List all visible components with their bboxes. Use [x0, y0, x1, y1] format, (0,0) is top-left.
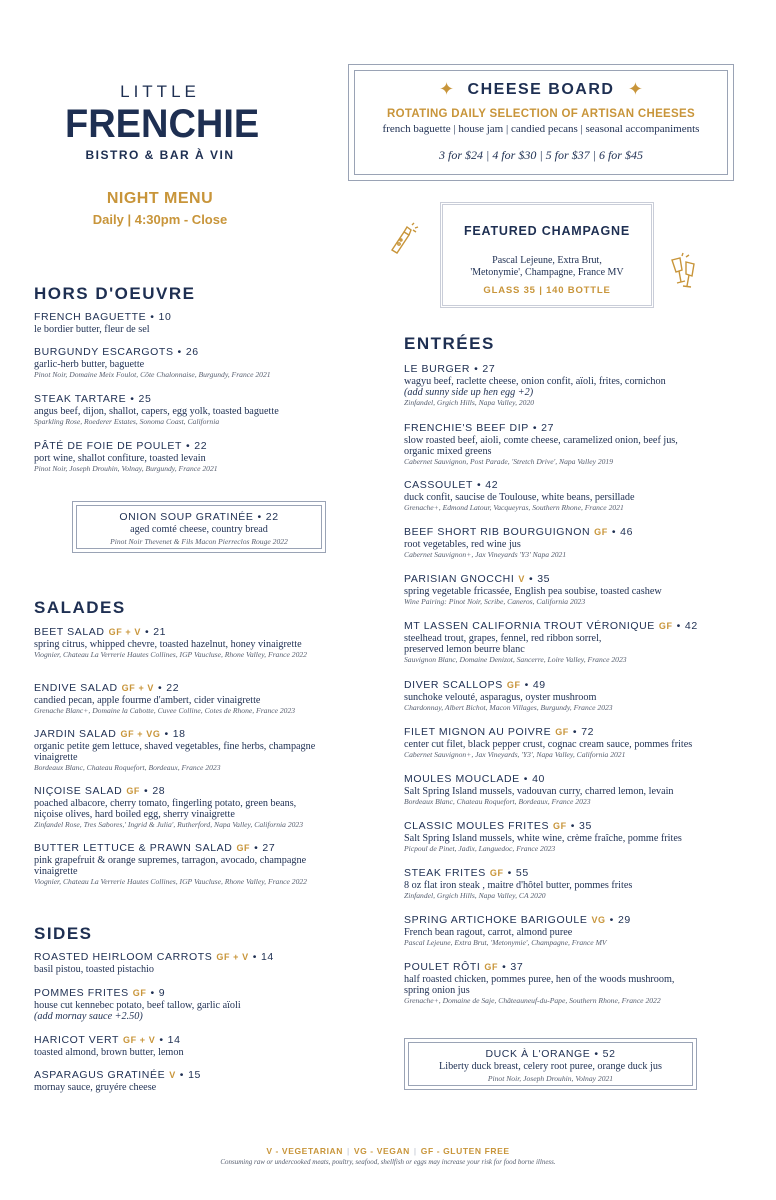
dietary-legend — [0, 1146, 776, 1156]
menu-item-title — [34, 682, 379, 695]
featured-champagne-box — [440, 202, 654, 308]
bullet-separator: • — [676, 620, 681, 632]
wine-pairing: Bordeaux Blanc, Chateau Roquefort, Bordeaux, France 2023 — [34, 763, 221, 772]
bullet-separator: • — [502, 961, 507, 973]
menu-item-title — [34, 440, 379, 453]
menu-item — [34, 842, 379, 887]
night-menu-hours: Daily | 4:30pm - Close — [92, 212, 228, 227]
dietary-tag: GF — [658, 621, 673, 631]
menu-item-title — [34, 346, 379, 359]
onion-soup-name-line: ONION SOUP GRATINÉE • 22 — [119, 511, 279, 523]
bullet-separator: • — [144, 626, 150, 638]
menu-item-title — [404, 820, 744, 833]
menu-item-price: 40 — [532, 773, 545, 785]
dietary-tag: GF + V — [123, 1035, 156, 1045]
menu-item — [404, 526, 744, 560]
menu-footer — [0, 1146, 776, 1166]
menu-item-description: basil pistou, toasted pistachio — [34, 964, 154, 975]
menu-item-price: 27 — [541, 422, 555, 434]
bullet-separator: • — [179, 1069, 185, 1081]
wine-pairing: Pinot Noir, Joseph Drouhin, Volnay, Burgundy, France 2021 — [34, 464, 218, 473]
menu-item-price: 42 — [684, 620, 698, 632]
menu-item-description: toasted almond, brown butter, lemon — [34, 1047, 184, 1058]
duck-name-line: DUCK À L'ORANGE • 52 — [485, 1048, 616, 1060]
menu-item-title — [404, 914, 744, 927]
menu-item-price: 37 — [510, 961, 524, 973]
bullet-separator: • — [150, 311, 155, 323]
menu-item — [404, 422, 744, 467]
menu-item-title — [34, 785, 379, 798]
onion-soup-name: ONION SOUP GRATINÉE — [119, 511, 254, 523]
bullet-separator: • — [150, 987, 155, 999]
menu-item-price: 25 — [138, 393, 152, 405]
menu-item-description: duck confit, saucise de Toulouse, white beans, persillade — [404, 492, 635, 503]
menu-item-name: DIVER SCALLOPS — [404, 679, 503, 691]
menu-item-description: wagyu beef, raclette cheese, onion confit, aïoli, frites, cornichon — [404, 376, 666, 387]
menu-item-price: 21 — [153, 626, 167, 638]
bullet-separator: • — [528, 573, 534, 585]
legend-vegetarian: V - VEGETARIAN — [266, 1146, 344, 1156]
menu-item-description: vinaigrette — [34, 752, 78, 763]
menu-item — [34, 1034, 379, 1058]
menu-item-description: sunchoke velouté, asparagus, oyster mushroom — [404, 692, 597, 703]
menu-item-description: house cut kennebec potato, beef tallow, garlic aïoli — [34, 1000, 241, 1011]
dietary-tag: GF — [132, 988, 147, 998]
menu-item-title — [404, 867, 744, 880]
menu-item-name: SPRING ARTICHOKE BARIGOULE — [404, 914, 588, 926]
bullet-separator: • — [130, 393, 135, 405]
menu-item — [404, 867, 744, 901]
menu-item-description: Salt Spring Island mussels, vadouvan curry, charred lemon, levain — [404, 786, 674, 797]
dietary-tag: GF + VG — [120, 729, 161, 739]
menu-item-name: PARISIAN GNOCCHI — [404, 573, 515, 585]
menu-item-name: FRENCH BAGUETTE — [34, 311, 147, 323]
champagne-price: GLASS 35 | 140 BOTTLE — [483, 285, 611, 296]
menu-item-title — [404, 422, 744, 435]
menu-item-description: Salt Spring Island mussels, white wine, crème fraîche, pomme frites — [404, 833, 682, 844]
menu-item-price: 22 — [194, 440, 208, 452]
menu-item-description: organic mixed greens — [404, 446, 492, 457]
menu-item-price: 18 — [172, 728, 186, 740]
menu-item-title — [34, 842, 379, 855]
menu-item-title — [404, 526, 744, 539]
menu-item-description: center cut filet, black pepper crust, cognac cream sauce, pommes frites — [404, 739, 693, 750]
dietary-tag: GF — [553, 821, 567, 831]
dietary-tag: V — [518, 574, 525, 584]
menu-item-description: 8 oz flat iron steak , maitre d'hôtel butter, pommes frites — [404, 880, 633, 891]
wine-pairing: Picpoul de Pinet, Jadix, Languedoc, France 2023 — [404, 844, 556, 853]
section-sides: SIDES — [34, 924, 93, 943]
menu-item-note: (add mornay sauce +2.50) — [34, 1011, 143, 1022]
champagne-glasses-icon — [666, 252, 704, 292]
menu-item-name: BEET SALAD — [34, 626, 105, 638]
menu-item-price: 15 — [188, 1069, 201, 1081]
menu-item — [404, 363, 744, 408]
bullet-separator: • — [158, 682, 163, 694]
logo-subtitle: BISTRO & BAR À VIN — [85, 148, 235, 162]
menu-item-title — [34, 951, 379, 964]
menu-item-name: PÂTÉ DE FOIE DE POULET — [34, 440, 182, 452]
menu-item-description: le bordier butter, fleur de sel — [34, 324, 150, 335]
wine-pairing: Zinfandel, Grgich Hills, Napa Valley, CA 2020 — [404, 891, 546, 900]
sparkle-right-icon: ✦ — [627, 79, 643, 99]
menu-item — [34, 951, 379, 975]
menu-item-title — [34, 626, 379, 639]
menu-item-name: POMMES FRITES — [34, 987, 129, 999]
menu-item-name: BURGUNDY ESCARGOTS — [34, 346, 174, 358]
bullet-separator: • — [570, 820, 576, 832]
menu-item-name: FILET MIGNON AU POIVRE — [404, 726, 552, 738]
section-hors-doeuvre: HORS D'OEUVRE — [34, 284, 196, 303]
duck-description: Liberty duck breast, celery root puree, orange duck jus — [439, 1061, 662, 1072]
wine-pairing: Cabernet Sauvignon+, Jax Vineyards, 'Y3', Napa Valley, California 2021 — [404, 750, 626, 759]
menu-item-title — [404, 363, 744, 376]
menu-item-description: port wine, shallot confiture, toasted levain — [34, 453, 206, 464]
menu-item-description: steelhead trout, grapes, fennel, red ribbon sorrel, — [404, 633, 602, 644]
sparkle-left-icon: ✦ — [439, 79, 455, 99]
wine-pairing: Viognier, Chateau La Verrerie Hautes Collines, IGP Vaucluse, Rhone Valley, France 2022 — [34, 877, 307, 886]
menu-item-title — [404, 961, 744, 974]
logo-name: FRENCHIE — [65, 102, 260, 146]
menu-item — [404, 679, 744, 713]
menu-item — [404, 620, 744, 665]
menu-item-name: MT LASSEN CALIFORNIA TROUT VÉRONIQUE — [404, 620, 655, 632]
dietary-tag: GF — [484, 962, 499, 972]
bullet-separator: • — [477, 479, 482, 491]
menu-item-description: niçoise olives, hard boiled egg, sherry vinaigrette — [34, 809, 235, 820]
wine-pairing: Grenache+, Edmond Latour, Vacqueyras, Southern Rhone, France 2021 — [404, 503, 624, 512]
night-menu-header — [60, 190, 260, 227]
bullet-separator: • — [252, 951, 257, 963]
wine-pairing: Cabernet Sauvignon, Post Parade, 'Stretch Drive', Napa Valley 2019 — [404, 457, 614, 466]
menu-item-title — [34, 393, 379, 406]
dietary-tag: GF + V — [121, 683, 155, 693]
wine-pairing: Bordeaux Blanc, Chateau Roquefort, Bordeaux, France 2023 — [404, 797, 591, 806]
menu-item — [404, 479, 744, 513]
legend-gluten-free: GF - GLUTEN FREE — [420, 1146, 510, 1156]
menu-item — [34, 393, 379, 427]
menu-item — [34, 440, 379, 474]
menu-item — [404, 914, 744, 948]
duck-name: DUCK À L'ORANGE — [485, 1048, 591, 1060]
onion-soup-description: aged comté cheese, country bread — [130, 524, 268, 535]
onion-soup-wine: Pinot Noir Thevenet & Fils Macon Pierreclos Rouge 2022 — [110, 537, 288, 546]
bullet-separator: • — [507, 867, 512, 879]
menu-item-price: 22 — [166, 682, 180, 694]
menu-item-price: 26 — [185, 346, 199, 358]
menu-item-name: ROASTED HEIRLOOM CARROTS — [34, 951, 213, 963]
cheese-board-title: CHEESE BOARD — [467, 81, 615, 98]
menu-item-price: 27 — [262, 842, 276, 854]
wine-pairing: Zinfandel Rose, Tres Sabores,' Ingrid & Julia', Rutherford, Napa Valley, California 2023 — [34, 820, 304, 829]
menu-item-name: POULET RÔTI — [404, 961, 481, 973]
menu-item — [34, 785, 379, 830]
menu-item-price: 10 — [158, 311, 172, 323]
menu-item-price: 72 — [581, 726, 595, 738]
logo-little: LITTLE — [120, 82, 200, 101]
menu-item-description: garlic-herb butter, baguette — [34, 359, 145, 370]
cheese-board-box — [348, 64, 734, 181]
menu-item — [404, 573, 744, 607]
bullet-separator: • — [523, 773, 529, 785]
menu-item-price: 28 — [152, 785, 166, 797]
dietary-tag: GF — [126, 786, 141, 796]
menu-item — [34, 311, 379, 335]
duck-box — [404, 1038, 697, 1090]
bullet-separator: • — [609, 914, 614, 926]
menu-item — [34, 626, 379, 660]
bullet-separator: • — [532, 422, 538, 434]
wine-pairing: Grenache+, Domaine de Saje, Châteauneuf-du-Pape, Southern Rhone, France 2022 — [404, 996, 661, 1005]
bullet-separator: • — [164, 728, 169, 740]
restaurant-logo — [60, 82, 260, 162]
menu-item-name: BUTTER LETTUCE & PRAWN SALAD — [34, 842, 233, 854]
champagne-line-2: 'Metonymie', Champagne, France MV — [470, 267, 624, 278]
menu-item-name: CASSOULET — [404, 479, 473, 491]
night-menu-title: NIGHT MENU — [106, 190, 214, 207]
menu-item-description: spring onion jus — [404, 985, 470, 996]
menu-item-description: root vegetables, red wine jus — [404, 539, 521, 550]
champagne-title: FEATURED CHAMPAGNE — [463, 224, 631, 238]
menu-item-name: MOULES MOUCLADE — [404, 773, 520, 785]
wine-pairing: Cabernet Sauvignon+, Jax Vineyards 'Y3' Napa 2021 — [404, 550, 567, 559]
menu-item-description: mornay sauce, gruyére cheese — [34, 1082, 157, 1093]
duck-wine: Pinot Noir, Joseph Drouhin, Volnay 2021 — [487, 1074, 614, 1083]
champagne-description — [443, 255, 651, 279]
menu-item-price: 42 — [485, 479, 499, 491]
wine-pairing: Sauvignon Blanc, Domaine Denizot, Sancerre, Loire Valley, France 2023 — [404, 655, 627, 664]
menu-item-name: FRENCHIE'S BEEF DIP — [404, 422, 529, 434]
wine-pairing: Wine Pairing: Pinot Noir, Scribe, Caneros, California 2023 — [404, 597, 586, 606]
menu-item — [404, 961, 744, 1006]
menu-item-price: 55 — [515, 867, 529, 879]
wine-pairing: Viognier, Chateau La Verrerie Hautes Collines, IGP Vaucluse, Rhone Valley, France 2022 — [34, 650, 307, 659]
bullet-separator: • — [144, 785, 149, 797]
menu-item-note: (add sunny side up hen egg +2) — [404, 387, 534, 398]
bullet-separator: • — [474, 363, 479, 375]
duck-price: 52 — [602, 1048, 616, 1060]
dietary-tag: GF — [506, 680, 521, 690]
wine-pairing: Pinot Noir, Domaine Meix Foulot, Côte Chalonnaise, Burgundy, France 2021 — [34, 370, 271, 379]
dietary-tag: V — [169, 1070, 176, 1080]
bullet-separator: • — [159, 1034, 164, 1046]
menu-item-name: JARDIN SALAD — [34, 728, 117, 740]
menu-item-title — [34, 311, 379, 324]
menu-item — [34, 346, 379, 380]
bullet-separator: • — [185, 440, 191, 452]
menu-item-description: pink grapefruit & orange supremes, tarragon, avocado, champagne — [34, 855, 307, 866]
menu-item-price: 27 — [482, 363, 496, 375]
section-salades: SALADES — [34, 598, 126, 617]
menu-item-description: spring vegetable fricassée, English pea soubise, toasted cashew — [404, 586, 662, 597]
menu-item-price: 9 — [158, 987, 166, 999]
wine-pairing: Grenache Blanc+, Domaine la Cabotte, Cuvee Colline, Cotes de Rhone, France 2023 — [34, 706, 296, 715]
menu-item-title — [404, 479, 744, 492]
menu-item — [404, 820, 744, 854]
menu-item-name: LE BURGER — [404, 363, 471, 375]
menu-item — [34, 728, 379, 773]
wine-pairing: Sparkling Rose, Roederer Estates, Sonoma Coast, California — [34, 417, 220, 426]
menu-item-description: half roasted chicken, pommes puree, hen of the woods mushroom, — [404, 974, 675, 985]
menu-item-price: 49 — [532, 679, 546, 691]
wine-pairing: Zinfandel, Grgich Hills, Napa Valley, 2020 — [404, 398, 535, 407]
bullet-separator: • — [572, 726, 578, 738]
menu-item-description: organic petite gem lettuce, shaved vegetables, fine herbs, champagne — [34, 741, 316, 752]
wine-pairing: Pascal Lejeune, Extra Brut, 'Metonymie', Champagne, France MV — [404, 938, 607, 947]
dietary-tag: GF — [489, 868, 504, 878]
menu-item-price: 46 — [620, 526, 634, 538]
food-safety-warning: Consuming raw or undercooked meats, poultry, seafood, shellfish or eggs may increase your risk for food borne illness. — [220, 1158, 556, 1166]
menu-item-name: ENDIVE SALAD — [34, 682, 118, 694]
menu-item-title — [34, 987, 379, 1000]
menu-item-title — [404, 773, 744, 786]
menu-item-description: angus beef, dijon, shallot, capers, egg yolk, toasted baguette — [34, 406, 279, 417]
cheese-board-subtitle: ROTATING DAILY SELECTION OF ARTISAN CHEESES — [387, 108, 695, 120]
cheese-board-description: french baguette | house jam | candied pecans | seasonal accompaniments — [382, 123, 700, 135]
menu-item-description: spring citrus, whipped chevre, toasted hazelnut, honey vinaigrette — [34, 639, 302, 650]
menu-item-price: 14 — [260, 951, 274, 963]
menu-item-name: ASPARAGUS GRATINÉE — [34, 1069, 166, 1081]
bullet-separator: • — [254, 842, 259, 854]
legend-vegan: VG - VEGAN — [353, 1146, 410, 1156]
menu-item-title — [404, 573, 744, 586]
champagne-bottle-icon — [384, 222, 420, 258]
menu-item-description: French bean ragout, carrot, almond puree — [404, 927, 573, 938]
menu-item-description: poached albacore, cherry tomato, fingerling potato, green beans, — [34, 798, 297, 809]
menu-item-price: 35 — [579, 820, 592, 832]
menu-item-description: slow roasted beef, aioli, comte cheese, caramelized onion, beef jus, — [404, 435, 678, 446]
menu-item-price: 35 — [537, 573, 551, 585]
menu-item-title — [34, 1069, 379, 1082]
bullet-separator: • — [524, 679, 529, 691]
dietary-tag: GF — [236, 843, 251, 853]
bullet-separator: • — [611, 526, 617, 538]
menu-item-price: 29 — [617, 914, 631, 926]
menu-item-name: BEEF SHORT RIB BOURGUIGNON — [404, 526, 591, 538]
menu-item — [34, 987, 379, 1022]
menu-item-price: 14 — [167, 1034, 181, 1046]
dietary-tag: GF — [594, 527, 608, 537]
menu-item-name: STEAK TARTARE — [34, 393, 127, 405]
menu-item — [404, 726, 744, 760]
dietary-tag: GF — [555, 727, 569, 737]
menu-item-description: preserved lemon beurre blanc — [404, 644, 525, 655]
menu-item-title — [34, 1034, 379, 1047]
menu-item-title — [34, 728, 379, 741]
bullet-separator: • — [177, 346, 182, 358]
menu-item-name: HARICOT VERT — [34, 1034, 119, 1046]
menu-item — [34, 682, 379, 716]
onion-soup-box — [72, 501, 326, 553]
section-entrees: ENTRÉES — [404, 334, 495, 353]
legend-separator: | — [413, 1146, 417, 1156]
dietary-tag: VG — [591, 915, 606, 925]
dietary-tag: GF + V — [108, 627, 141, 637]
menu-item-title — [404, 726, 744, 739]
menu-item-name: CLASSIC MOULES FRITES — [404, 820, 550, 832]
menu-item-description: vinaigrette — [34, 866, 78, 877]
menu-item-title — [404, 620, 744, 633]
menu-item-title — [404, 679, 744, 692]
wine-pairing: Chardonnay, Albert Bichot, Macon Villages, Burgundy, France 2023 — [404, 703, 613, 712]
menu-item-name: NIÇOISE SALAD — [34, 785, 123, 797]
dietary-tag: GF + V — [216, 952, 249, 962]
menu-item-name: STEAK FRITES — [404, 867, 486, 879]
champagne-line-1: Pascal Lejeune, Extra Brut, — [492, 255, 602, 266]
cheese-board-prices: 3 for $24 | 4 for $30 | 5 for $37 | 6 for $45 — [439, 148, 643, 162]
menu-item — [404, 773, 744, 807]
menu-item-description: candied pecan, apple fourme d'ambert, cider vinaigrette — [34, 695, 261, 706]
menu-item — [34, 1069, 379, 1093]
legend-separator: | — [347, 1146, 350, 1156]
onion-soup-price: 22 — [265, 511, 279, 523]
